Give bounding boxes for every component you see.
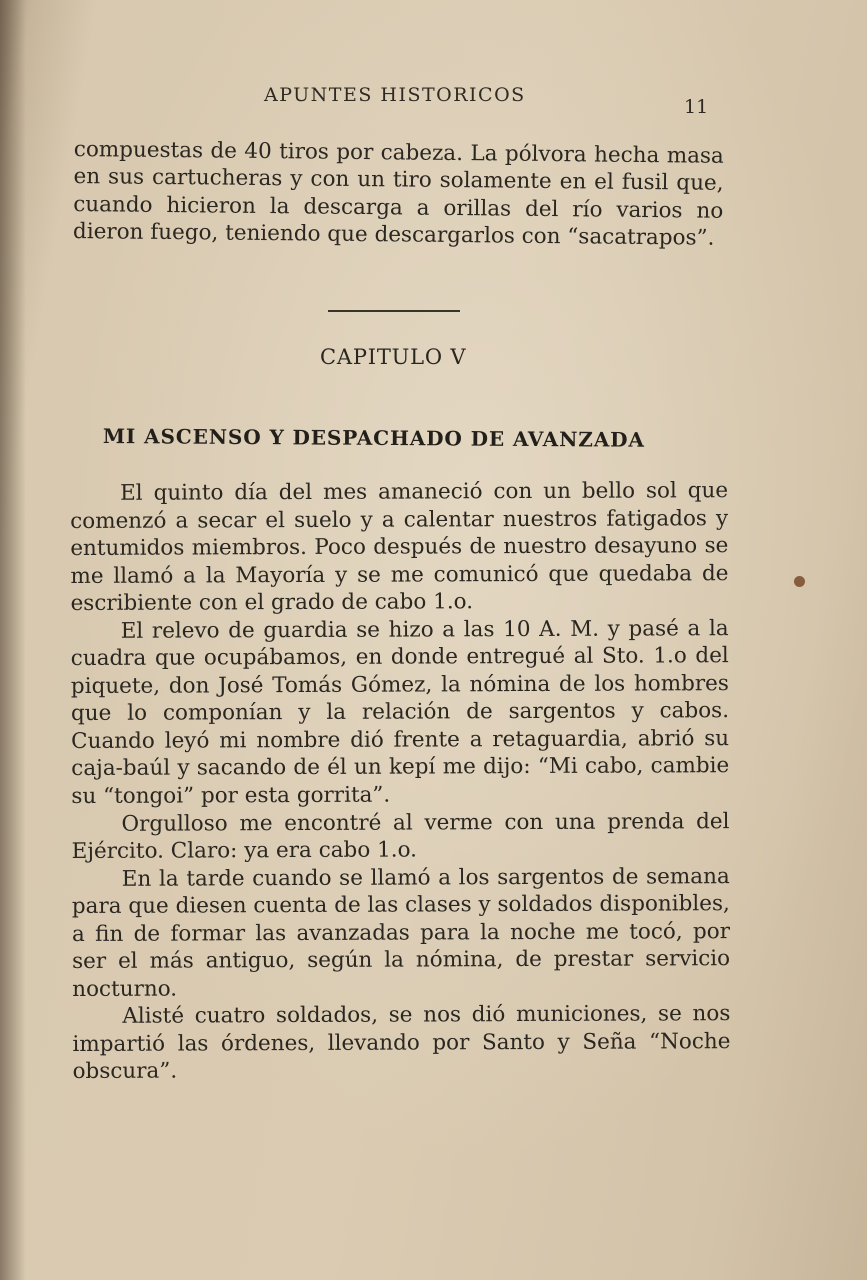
running-head: APUNTES HISTORICOS xyxy=(264,84,526,106)
chapter-title: MI ASCENSO Y DESPACHADO DE AVANZADA xyxy=(102,424,645,452)
paragraph: Alisté cuatro soldados, se nos dió municiones, se nos impartió las órdenes, llevando por Santo y Seña “Noche obscura”. xyxy=(72,1001,731,1085)
page-number: 11 xyxy=(684,96,709,118)
ink-spot xyxy=(794,576,805,587)
paragraph: El relevo de guardia se hizo a las 10 A. M. y pasé a la cuadra que ocupábamos, en donde entregué al Sto. 1.o del piquete, don José Tomás Gómez, la nómina de los hombres que lo componían y la relación de sargentos y cabos. Cuando leyó mi nombre dió frente a retaguardia, abrió su caja-baúl y sacando de él un kepí me dijo: “Mi cabo, cambie su “tongoi” por esta gorrita”. xyxy=(70,615,730,810)
chapter-body xyxy=(70,477,731,1086)
paragraph: En la tarde cuando se llamó a los sargentos de semana para que diesen cuenta de las clases y soldados disponibles, a fin de formar las avanzadas para la noche me tocó, por ser el más antiguo, según la nómina, de prestar servicio nocturno. xyxy=(71,863,731,1002)
continuation-text: compuestas de 40 tiros por cabeza. La pólvora hecha masa en sus cartucheras y con un tiro solamente en el fusil que, cuando hicieron la descarga a orillas del río varios no dieron fuego, teniendo que descargarlos con “sacatrapos”. xyxy=(72,136,724,251)
paragraph: Orgulloso me encontré al verme con una prenda del Ejército. Claro: ya era cabo 1.o. xyxy=(71,808,730,865)
chapter-label: CAPITULO V xyxy=(320,345,467,369)
section-divider-rule xyxy=(328,310,460,312)
paragraph: El quinto día del mes amaneció con un bello sol que comenzó a secar el suelo y a calentar nuestros fatigados y entumidos miembros. Poco después de nuestro desayuno se me llamó a la Mayoría y se me comunicó que quedaba de escribiente con el grado de cabo 1.o. xyxy=(70,478,729,617)
continuation-paragraph xyxy=(73,136,724,252)
binding-gutter-shadow xyxy=(0,0,26,1280)
